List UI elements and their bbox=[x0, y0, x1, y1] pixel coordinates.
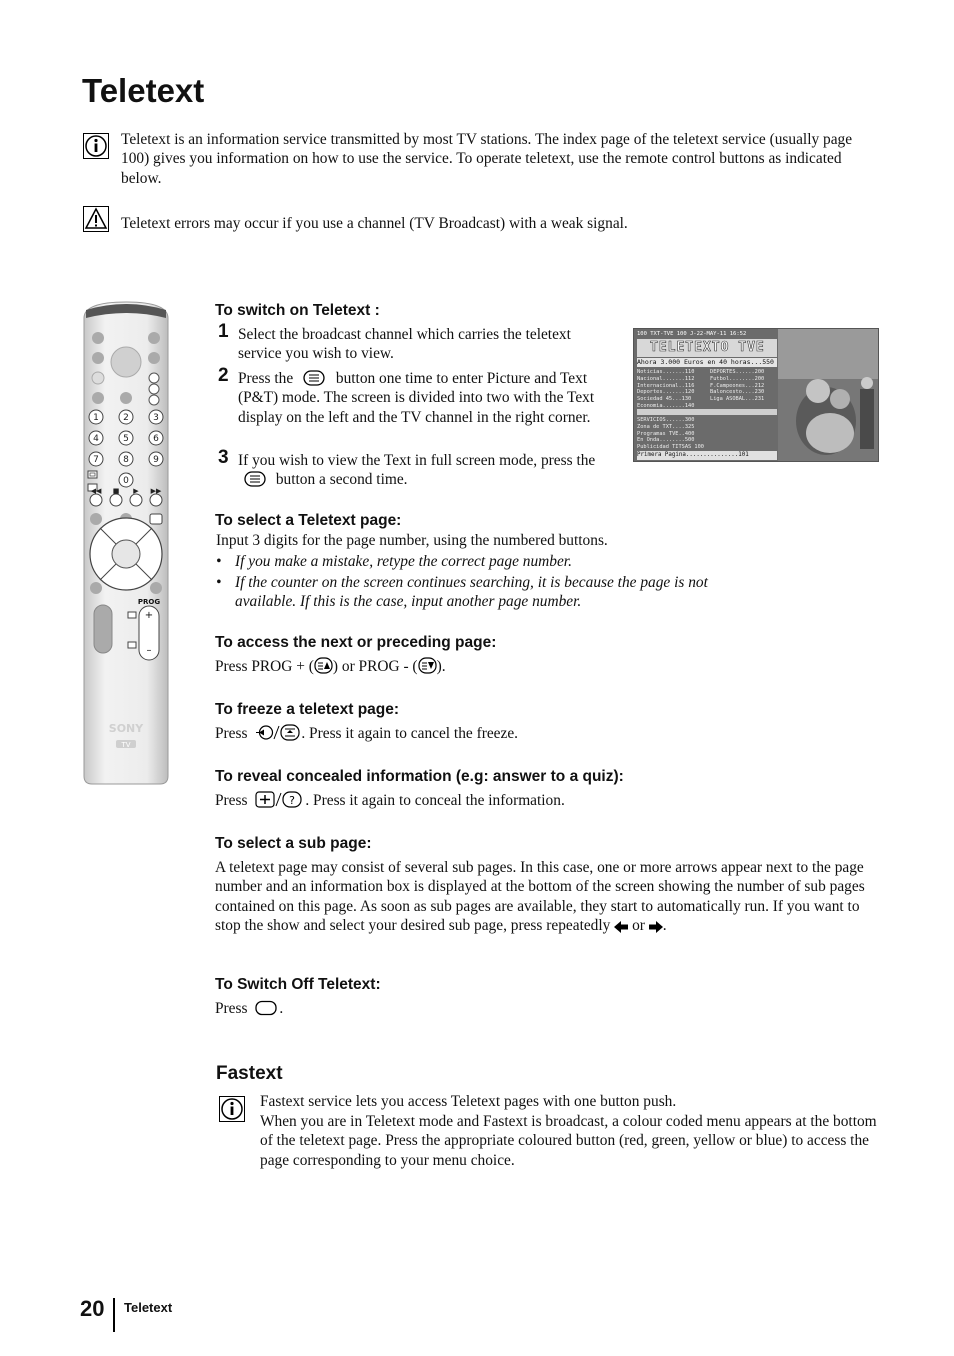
teletext-right-row: Liga ASOBAL...231 bbox=[710, 396, 765, 403]
step-number-3: 3 bbox=[218, 447, 229, 468]
teletext-left-row: Deportes.......120 bbox=[637, 389, 695, 396]
next-page-text bbox=[215, 657, 446, 676]
teletext-bottom-row: SERVICIOS......300 bbox=[637, 417, 695, 423]
sub-page-body: A teletext page may consist of several sub pages. In this case, one or more arrows appear next to the page number and an information box is displayed at the bottom of the screen showing the number of sub pages contained on this page. As soon as sub pages are available, they start to automatically run. If you want to stop the show and select your desired sub page, press repeatedly bbox=[215, 859, 865, 934]
teletext-bottom-row: Publicidad TITSAS 100 bbox=[637, 444, 704, 451]
svg-text:■: ■ bbox=[112, 487, 120, 495]
freeze-text-part: . Press it again to cancel the freeze. bbox=[301, 725, 519, 742]
remote-digit-5: 5 bbox=[123, 434, 129, 444]
teletext-button-icon bbox=[244, 471, 266, 487]
step-1-text: Select the broadcast channel which carries the teletext service you wish to view. bbox=[238, 326, 571, 363]
step-3-pre: If you wish to view the Text in full screen mode, press the bbox=[238, 452, 596, 469]
teletext-logo: TELETEXTO TVE bbox=[650, 340, 765, 355]
step-3-text bbox=[238, 451, 610, 490]
teletext-bottom-row: Zona de TXT....325 bbox=[637, 423, 695, 430]
info-icon bbox=[83, 133, 109, 159]
warning-note-text: Teletext errors may occur if you use a channel (TV Broadcast) with a weak signal. bbox=[121, 215, 628, 232]
switch-off-text bbox=[215, 999, 283, 1018]
teletext-screen-illustration bbox=[633, 328, 879, 462]
freeze-heading: To freeze a teletext page: bbox=[215, 701, 400, 718]
sub-page-text bbox=[215, 858, 877, 935]
teletext-left-row: Sociedad 45...130 bbox=[637, 396, 692, 403]
freeze-text bbox=[215, 724, 518, 743]
svg-text:◀◀: ◀◀ bbox=[90, 487, 102, 495]
svg-text:+: + bbox=[144, 610, 154, 621]
sub-page-or: or bbox=[632, 916, 645, 934]
svg-text:?: ? bbox=[289, 794, 296, 807]
prog-up-icon bbox=[314, 657, 333, 674]
select-page-heading: To select a Teletext page: bbox=[215, 512, 402, 529]
step-2-post: button one time to enter Picture and Text (P&T) mode. The screen is divided into two with the Text display on the left and the TV channel in the right corner. bbox=[238, 370, 595, 426]
remote-digit-8: 8 bbox=[123, 455, 129, 465]
fastext-heading: Fastext bbox=[216, 1063, 283, 1084]
teletext-left-row: Economia.......140 bbox=[637, 402, 695, 409]
teletext-button-icon bbox=[303, 370, 325, 386]
next-page-heading: To access the next or preceding page: bbox=[215, 634, 497, 651]
teletext-right-row: Futbol........200 bbox=[710, 375, 765, 382]
reveal-text-part: Press bbox=[215, 792, 248, 809]
select-page-bullet: If the counter on the screen continues searching, it is because the page is not available. If this is the case, input another page number. bbox=[235, 574, 708, 611]
select-page-bullet: If you make a mistake, retype the correct page number. bbox=[235, 553, 572, 570]
teletext-footer-row: Primera Pagina...............101 bbox=[637, 451, 777, 460]
svg-text:▶▶: ▶▶ bbox=[150, 487, 162, 495]
tv-button-icon bbox=[255, 1000, 277, 1016]
switch-off-text-part: Press bbox=[215, 1000, 248, 1017]
svg-text:▶: ▶ bbox=[133, 487, 139, 495]
arrow-right-icon bbox=[649, 919, 663, 931]
step-3-post: button a second time. bbox=[275, 471, 408, 489]
info-icon bbox=[219, 1096, 245, 1122]
remote-digit-1: 1 bbox=[93, 413, 99, 423]
remote-digit-0: 0 bbox=[123, 476, 129, 486]
remote-tv-label: TV bbox=[121, 741, 131, 749]
switch-on-heading: To switch on Teletext : bbox=[215, 302, 380, 319]
teletext-left-row: Noticias.......110 bbox=[637, 369, 695, 375]
remote-control-illustration bbox=[80, 300, 172, 786]
teletext-left-row: Internacional..116 bbox=[637, 382, 695, 389]
input-hold-icon bbox=[255, 724, 301, 741]
remote-digit-2: 2 bbox=[123, 413, 129, 423]
sub-page-end: . bbox=[662, 916, 667, 934]
prog-down-icon bbox=[418, 657, 437, 674]
teletext-left-row: Nacional.......112 bbox=[637, 375, 695, 382]
warning-icon bbox=[83, 206, 109, 232]
teletext-bottom-row: Programas TVE..400 bbox=[637, 430, 695, 437]
page-title: Teletext bbox=[82, 72, 205, 109]
next-page-text-part: ) or PROG - ( bbox=[332, 658, 418, 675]
remote-prog-label: PROG bbox=[137, 598, 161, 606]
bullet-marker: • bbox=[216, 574, 222, 591]
switch-off-heading: To Switch Off Teletext: bbox=[215, 976, 381, 993]
step-2-text bbox=[238, 369, 610, 427]
remote-brand-logo: SONY bbox=[108, 722, 144, 735]
teletext-top-bar: 100 TXT-TVE 100 J-22-MAY-11 16:52 bbox=[637, 331, 747, 337]
reveal-icon bbox=[255, 791, 305, 808]
footer-label: Teletext bbox=[124, 1300, 173, 1315]
svg-text:–: – bbox=[146, 645, 152, 656]
arrow-left-icon bbox=[614, 919, 628, 931]
teletext-right-row: DEPORTES......200 bbox=[710, 369, 765, 375]
reveal-heading: To reveal concealed information (e.g: answer to a quiz): bbox=[215, 768, 624, 785]
select-page-text: Input 3 digits for the page number, using the numbered buttons. bbox=[216, 532, 608, 549]
bullet-marker: • bbox=[216, 553, 222, 570]
step-number-2: 2 bbox=[218, 365, 229, 386]
teletext-right-row: F.Campeones...212 bbox=[710, 382, 765, 389]
reveal-text-part: . Press it again to conceal the information. bbox=[305, 792, 565, 809]
remote-digit-9: 9 bbox=[153, 455, 159, 465]
info-note-text: Teletext is an information service transmitted by most TV stations. The index page of the teletext service (usually page 100) gives you information on how to use the service. To operate teletext, use the remote control buttons as indicated below. bbox=[121, 131, 853, 187]
fastext-line-1: Fastext service lets you access Teletext pages with one button push. bbox=[260, 1093, 677, 1110]
remote-digit-7: 7 bbox=[93, 455, 99, 465]
sub-page-heading: To select a sub page: bbox=[215, 835, 372, 852]
fastext-line-2: When you are in Teletext mode and Fastext is broadcast, a colour coded menu appears at the bottom of the teletext page. Press the appropriate coloured button (red, green, yellow or blue) to access the page corresponding to your menu choice. bbox=[260, 1113, 877, 1169]
freeze-text-part: Press bbox=[215, 725, 248, 742]
switch-off-text-part: . bbox=[279, 1000, 284, 1017]
remote-digit-6: 6 bbox=[153, 434, 159, 444]
step-2-pre: Press the bbox=[238, 370, 294, 387]
remote-digit-3: 3 bbox=[153, 413, 159, 423]
step-number-1: 1 bbox=[218, 321, 229, 342]
teletext-bottom-row: En Onda........500 bbox=[637, 437, 695, 444]
next-page-text-part: Press PROG + ( bbox=[215, 658, 314, 675]
remote-digit-4: 4 bbox=[93, 434, 99, 444]
footer-page-number: 20 bbox=[80, 1296, 105, 1321]
teletext-right-row: Baloncesto....230 bbox=[710, 389, 765, 396]
teletext-headline: Ahora 3.000 Euros en 40 horas...550 bbox=[637, 358, 777, 367]
reveal-text bbox=[215, 791, 565, 810]
next-page-text-part: ). bbox=[436, 658, 446, 675]
tv-picture-inset bbox=[778, 329, 878, 461]
footer-divider bbox=[113, 1298, 115, 1332]
